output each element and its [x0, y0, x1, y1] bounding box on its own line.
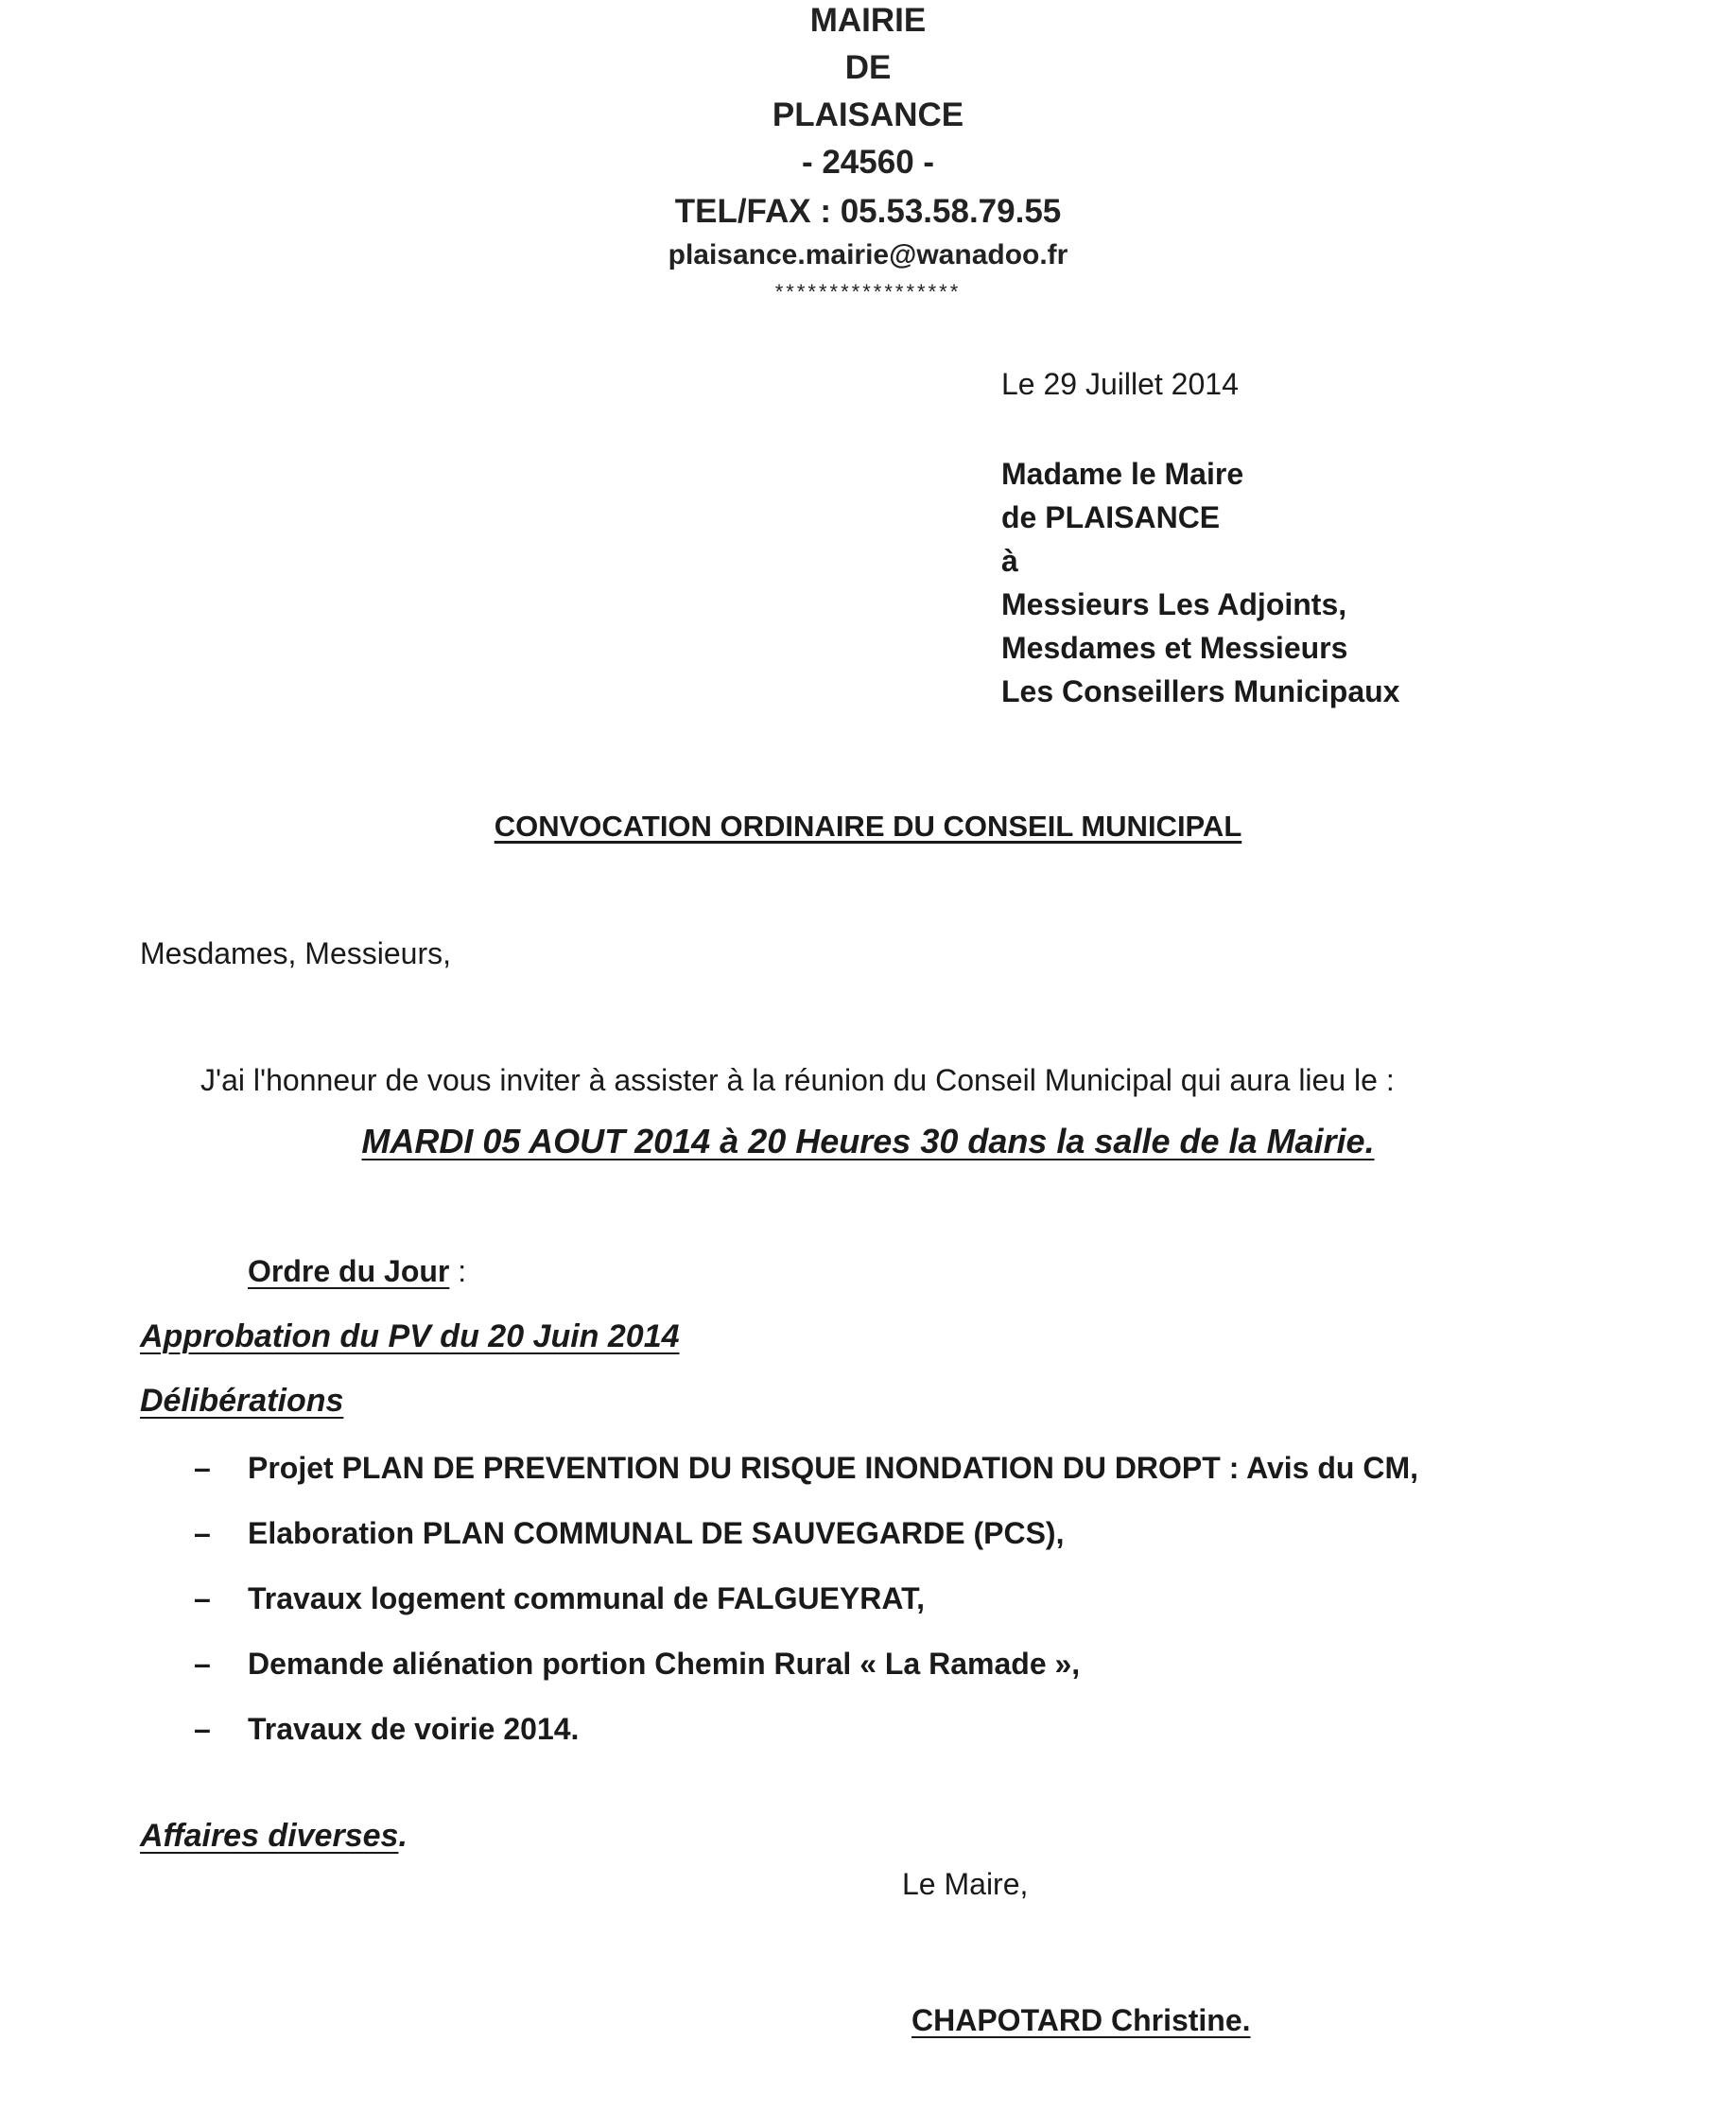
- deliberations-heading: Délibérations: [140, 1383, 344, 1419]
- header-mairie: MAIRIE: [809, 2, 927, 39]
- header-email: plaisance.mairie@wanadoo.fr: [668, 239, 1068, 270]
- letter-date: Le 29 Juillet 2014: [1001, 367, 1239, 401]
- deliberation-item: Elaboration PLAN COMMUNAL DE SAUVEGARDE (PCS),: [248, 1516, 1065, 1550]
- misc-suffix: .: [398, 1818, 408, 1854]
- sender-line-3: à: [1001, 544, 1018, 578]
- document-title: CONVOCATION ORDINAIRE DU CONSEIL MUNICIPAL: [494, 810, 1242, 843]
- bullet-dash: –: [194, 1516, 211, 1550]
- sender-line-2: de PLAISANCE: [1001, 500, 1221, 534]
- recipient-line-1: Messieurs Les Adjoints,: [1001, 587, 1347, 621]
- bullet-dash: –: [194, 1581, 211, 1615]
- meeting-datetime: MARDI 05 AOUT 2014 à 20 Heures 30 dans la salle de la Mairie.: [361, 1122, 1375, 1160]
- sender-line-1: Madame le Maire: [1001, 457, 1244, 491]
- bullet-dash: –: [194, 1647, 211, 1681]
- signature-name: CHAPOTARD Christine.: [911, 2003, 1251, 2037]
- deliberation-item: Projet PLAN DE PREVENTION DU RISQUE INONDATION DU DROPT : Avis du CM,: [248, 1451, 1418, 1485]
- header-commune: PLAISANCE: [772, 96, 964, 133]
- intro-paragraph: J'ai l'honneur de vous inviter à assister à la réunion du Conseil Municipal qui aura lieu le :: [200, 1063, 1395, 1097]
- recipient-line-2: Mesdames et Messieurs: [1001, 631, 1348, 665]
- agenda-heading-suffix: :: [449, 1254, 467, 1288]
- header-telfax: TEL/FAX : 05.53.58.79.55: [674, 193, 1062, 230]
- agenda-heading: Ordre du Jour: [248, 1254, 450, 1288]
- agenda-approval: Approbation du PV du 20 Juin 2014: [140, 1318, 680, 1354]
- header-separator: *****************: [774, 280, 962, 304]
- bullet-dash: –: [194, 1451, 211, 1485]
- header-de: DE: [844, 49, 892, 86]
- agenda-heading-line: [248, 1254, 466, 1289]
- deliberation-item: Travaux de voirie 2014.: [248, 1712, 580, 1746]
- misc-line: [140, 1818, 408, 1855]
- signature-role: Le Maire,: [902, 1867, 1029, 1901]
- header-postcode: - 24560 -: [801, 144, 935, 181]
- deliberation-item: Travaux logement communal de FALGUEYRAT,: [248, 1581, 925, 1615]
- recipient-line-3: Les Conseillers Municipaux: [1001, 674, 1400, 708]
- salutation: Mesdames, Messieurs,: [140, 936, 451, 970]
- misc-heading: Affaires diverses: [140, 1818, 399, 1854]
- bullet-dash: –: [194, 1712, 211, 1746]
- deliberation-item: Demande aliénation portion Chemin Rural « La Ramade »,: [248, 1647, 1081, 1681]
